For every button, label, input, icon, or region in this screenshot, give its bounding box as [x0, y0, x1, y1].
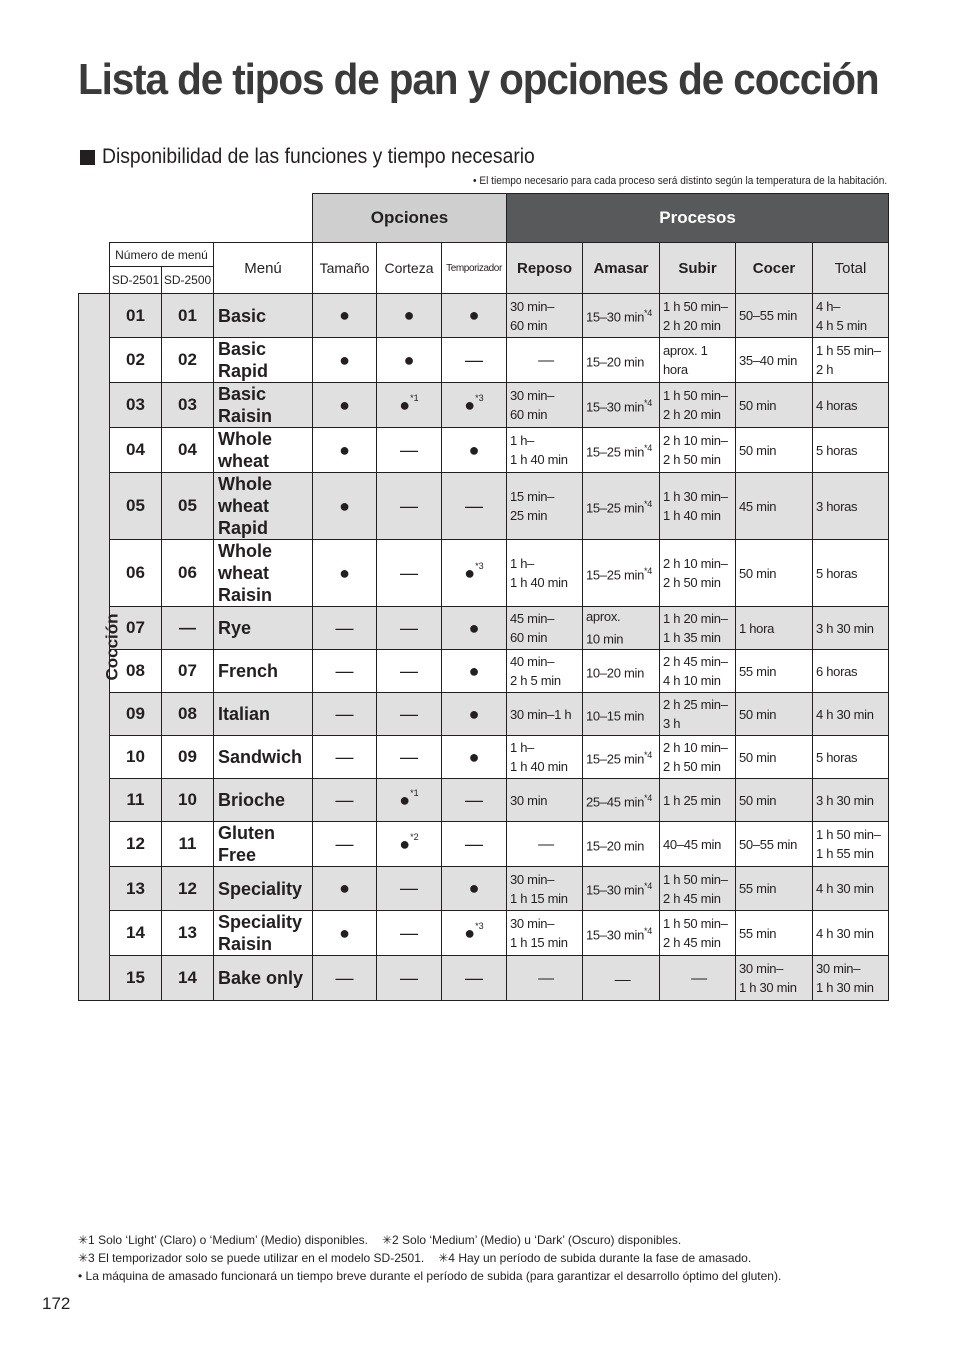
cell-subir: 2 h 10 min– 2 h 50 min: [660, 428, 736, 473]
cell-menu: Italian: [214, 693, 313, 736]
cell-amasar: [583, 650, 660, 693]
cell-subir: 1 h 50 min– 2 h 20 min: [660, 294, 736, 338]
cell-sd2500: —: [162, 607, 214, 650]
cell-tamano-mark: —: [335, 833, 354, 854]
temperature-note: • El tiempo necesario para cada proceso será distinto según la temperatura de la habitación.: [472, 175, 887, 187]
cell-temporizador-mark: ●: [468, 305, 480, 325]
cell-amasar: [583, 867, 660, 911]
cell-tamano-mark: ●: [339, 394, 350, 415]
cell-amasar-note: *4: [644, 308, 652, 319]
cell-corteza-note: *1: [410, 787, 419, 798]
cell-temporizador-mark: ●: [464, 922, 476, 943]
footnote-line: [78, 1231, 781, 1249]
cell-subir: 1 h 50 min– 2 h 45 min: [660, 867, 736, 911]
cell-corteza: [377, 650, 442, 693]
cell-amasar-value: 15–20 min: [586, 838, 645, 854]
cell-tamano: [313, 383, 377, 428]
cell-amasar-value: 15–25 min: [586, 500, 645, 516]
cell-subir: 2 h 25 min– 3 h: [660, 693, 736, 736]
table-row: [79, 383, 889, 428]
cell-menu: Basic Rapid: [214, 338, 313, 383]
cell-menu: French: [214, 650, 313, 693]
cell-sd2501: 10: [110, 736, 162, 779]
cell-temporizador: [442, 650, 507, 693]
table-row: [79, 607, 889, 650]
cell-amasar-value: —: [614, 971, 631, 989]
cell-subir: 1 h 50 min– 2 h 20 min: [660, 383, 736, 428]
cell-corteza-mark: —: [400, 878, 418, 898]
cell-sd2500: 06: [162, 540, 214, 607]
cell-sd2501: 12: [110, 822, 162, 867]
cell-subir: 2 h 10 min– 2 h 50 min: [660, 736, 736, 779]
cell-subir: 2 h 10 min– 2 h 50 min: [660, 540, 736, 607]
cell-temporizador: [442, 338, 507, 383]
cell-tamano: [313, 911, 377, 956]
side-label: Cocción: [102, 613, 122, 681]
cell-corteza-mark: ●: [403, 349, 415, 370]
cell-amasar: [583, 473, 660, 540]
cell-temporizador-mark: —: [465, 349, 483, 370]
cell-cocer: 50–55 min: [736, 294, 813, 338]
header-numero-menu: Número de menú: [110, 243, 214, 267]
cell-corteza-mark: —: [400, 617, 418, 638]
cell-total: 3 h 30 min: [813, 607, 889, 650]
cell-menu: Speciality: [214, 867, 313, 911]
cell-tamano: [313, 736, 377, 779]
cell-tamano-mark: —: [335, 617, 354, 638]
cell-amasar-value: 10–15 min: [586, 708, 645, 724]
cell-temporizador: [442, 473, 507, 540]
cell-reposo: 30 min: [507, 779, 583, 822]
cell-temporizador: [442, 428, 507, 473]
cell-tamano-mark: ●: [339, 878, 350, 898]
header-opciones: Opciones: [313, 194, 507, 243]
cell-sd2500: 13: [162, 911, 214, 956]
cell-sd2500: 08: [162, 693, 214, 736]
cell-temporizador: [442, 540, 507, 607]
cell-corteza-mark: ●: [399, 789, 411, 810]
cell-sd2500: 01: [162, 294, 214, 338]
cell-subir: 1 h 30 min– 1 h 40 min: [660, 473, 736, 540]
cell-temporizador-note: *3: [475, 392, 484, 403]
cell-temporizador: [442, 911, 507, 956]
cell-tamano-mark: —: [335, 789, 354, 810]
cell-menu: Rye: [214, 607, 313, 650]
bread-options-table: [78, 193, 889, 1001]
cell-subir: 1 h 20 min– 1 h 35 min: [660, 607, 736, 650]
cell-amasar: [583, 779, 660, 822]
cell-tamano-mark: ●: [339, 305, 350, 325]
cell-menu: Bake only: [214, 956, 313, 1001]
cell-tamano: [313, 650, 377, 693]
cell-amasar-value: 15–20 min: [586, 354, 645, 370]
cell-temporizador-note: *3: [475, 560, 484, 571]
cell-corteza-mark: —: [400, 922, 418, 943]
cell-total: 4 h 30 min: [813, 693, 889, 736]
cell-corteza: [377, 338, 442, 383]
cell-tamano-mark: ●: [339, 439, 350, 460]
cell-corteza-mark: —: [400, 660, 418, 681]
cell-cocer: 30 min– 1 h 30 min: [736, 956, 813, 1001]
cell-reposo: 15 min– 25 min: [507, 473, 583, 540]
cell-temporizador-mark: —: [465, 789, 483, 810]
cell-sd2501: 15: [110, 956, 162, 1001]
table-row: [79, 428, 889, 473]
cell-cocer: 50 min: [736, 540, 813, 607]
cell-cocer: 50 min: [736, 779, 813, 822]
cell-amasar-value: 25–45 min: [586, 794, 645, 810]
header-sd2501: SD-2501: [110, 267, 162, 294]
cell-temporizador-mark: ●: [464, 394, 476, 415]
cell-amasar: [583, 956, 660, 1001]
cell-tamano-mark: ●: [339, 562, 350, 583]
table-row: [79, 911, 889, 956]
table-row: [79, 822, 889, 867]
cell-amasar: [583, 294, 660, 338]
cell-sd2501: 01: [110, 294, 162, 338]
cell-total: 3 h 30 min: [813, 779, 889, 822]
cell-corteza-mark: —: [400, 495, 418, 516]
cell-tamano-mark: ●: [339, 349, 350, 370]
cell-temporizador: [442, 779, 507, 822]
cell-menu: Whole wheat Raisin: [214, 540, 313, 607]
cell-corteza: [377, 540, 442, 607]
cell-reposo: —: [507, 956, 583, 1001]
cell-corteza: [377, 383, 442, 428]
header-total: Total: [813, 243, 889, 294]
cell-corteza: [377, 473, 442, 540]
cell-total: 6 horas: [813, 650, 889, 693]
cell-temporizador: [442, 956, 507, 1001]
footnotes: [78, 1231, 781, 1285]
header-amasar: Amasar: [583, 243, 660, 294]
table-row: [79, 736, 889, 779]
cell-subir: 40–45 min: [660, 822, 736, 867]
cell-sd2500: 04: [162, 428, 214, 473]
cell-corteza-mark: —: [400, 439, 418, 460]
cell-menu: Basic: [214, 294, 313, 338]
cell-reposo: 30 min– 1 h 15 min: [507, 867, 583, 911]
cell-corteza: [377, 779, 442, 822]
cell-sd2500: 03: [162, 383, 214, 428]
cell-sd2501: 14: [110, 911, 162, 956]
cell-cocer: 50–55 min: [736, 822, 813, 867]
cell-sd2500: 12: [162, 867, 214, 911]
table-row: [79, 956, 889, 1001]
cell-cocer: 55 min: [736, 650, 813, 693]
cell-sd2500: 02: [162, 338, 214, 383]
cell-temporizador-mark: ●: [468, 617, 480, 638]
cell-total: 5 horas: [813, 428, 889, 473]
cell-total: 4 h– 4 h 5 min: [813, 294, 889, 338]
cell-corteza-mark: —: [400, 967, 418, 988]
cell-amasar: [583, 693, 660, 736]
cell-sd2501: 13: [110, 867, 162, 911]
side-label-cell: [79, 294, 122, 1001]
cell-subir: —: [660, 956, 736, 1001]
cell-corteza: [377, 607, 442, 650]
cell-amasar: [583, 911, 660, 956]
header-reposo: Reposo: [507, 243, 583, 294]
cell-reposo: 30 min– 1 h 15 min: [507, 911, 583, 956]
page-title: Lista de tipos de pan y opciones de cocción: [78, 55, 879, 104]
cell-tamano: [313, 540, 377, 607]
cell-temporizador-mark: ●: [464, 562, 476, 583]
cell-temporizador: [442, 867, 507, 911]
cell-amasar: [583, 428, 660, 473]
cell-corteza: [377, 956, 442, 1001]
cell-cocer: 35–40 min: [736, 338, 813, 383]
cell-cocer: 55 min: [736, 911, 813, 956]
footnote-4: ✳4 Hay un período de subida durante la fase de amasado.: [438, 1251, 752, 1265]
cell-total: 5 horas: [813, 736, 889, 779]
cell-reposo: —: [507, 822, 583, 867]
cell-temporizador: [442, 607, 507, 650]
section-heading: [80, 145, 572, 169]
cell-tamano-mark: ●: [339, 922, 350, 943]
cell-corteza-mark: —: [400, 746, 418, 767]
cell-tamano: [313, 693, 377, 736]
cell-amasar: [583, 540, 660, 607]
cell-menu: Sandwich: [214, 736, 313, 779]
cell-reposo: 40 min– 2 h 5 min: [507, 650, 583, 693]
cell-cocer: 50 min: [736, 693, 813, 736]
table-row: [79, 338, 889, 383]
header-cocer: Cocer: [736, 243, 813, 294]
footnote-3: ✳3 El temporizador solo se puede utilizar en el modelo SD-2501.: [78, 1251, 425, 1265]
cell-tamano: [313, 956, 377, 1001]
cell-tamano: [313, 473, 377, 540]
cell-menu: Gluten Free: [214, 822, 313, 867]
cell-tamano: [313, 779, 377, 822]
cell-reposo: 30 min–1 h: [507, 693, 583, 736]
cell-corteza-note: *2: [410, 831, 419, 842]
cell-amasar: [583, 338, 660, 383]
cell-temporizador-mark: —: [465, 833, 483, 854]
header-subir: Subir: [660, 243, 736, 294]
cell-subir: aprox. 1 hora: [660, 338, 736, 383]
header-temporizador: Temporizador: [442, 243, 507, 294]
cell-amasar-value: aprox. 10 min: [586, 609, 624, 647]
cell-temporizador: [442, 294, 507, 338]
cell-temporizador-note: *3: [475, 920, 484, 931]
footnote-line: [78, 1249, 781, 1267]
cell-amasar-note: *4: [644, 925, 652, 936]
cell-menu: Speciality Raisin: [214, 911, 313, 956]
cell-reposo: 1 h– 1 h 40 min: [507, 540, 583, 607]
table-row: [79, 693, 889, 736]
cell-amasar-value: 15–25 min: [586, 567, 645, 583]
table-row: [79, 540, 889, 607]
cell-amasar-note: *4: [644, 881, 652, 892]
page-number: 172: [42, 1294, 71, 1313]
cell-cocer: 1 hora: [736, 607, 813, 650]
cell-temporizador-mark: ●: [468, 878, 480, 898]
cell-total: 4 horas: [813, 383, 889, 428]
cell-total: 30 min– 1 h 30 min: [813, 956, 889, 1001]
cell-corteza: [377, 294, 442, 338]
cell-tamano-mark: —: [335, 703, 354, 724]
cell-total: 5 horas: [813, 540, 889, 607]
cell-sd2501: 08: [110, 650, 162, 693]
cell-amasar-value: 15–25 min: [586, 751, 645, 767]
cell-amasar: [583, 607, 660, 650]
cell-temporizador-mark: ●: [468, 746, 480, 767]
cell-amasar-value: 15–25 min: [586, 444, 645, 460]
cell-corteza-mark: ●: [403, 305, 415, 325]
cell-temporizador-mark: —: [465, 495, 483, 516]
table-row: [79, 650, 889, 693]
cell-menu: Whole wheat Rapid: [214, 473, 313, 540]
section-label: Disponibilidad de las funciones y tiempo necesario: [102, 145, 535, 168]
cell-amasar-note: *4: [644, 565, 652, 576]
cell-total: 4 h 30 min: [813, 911, 889, 956]
header-corteza: Corteza: [377, 243, 442, 294]
cell-corteza-mark: ●: [399, 833, 411, 854]
cell-total: 1 h 50 min– 1 h 55 min: [813, 822, 889, 867]
cell-sd2501: 09: [110, 693, 162, 736]
cell-total: 4 h 30 min: [813, 867, 889, 911]
cell-tamano: [313, 607, 377, 650]
cell-temporizador: [442, 693, 507, 736]
cell-reposo: 1 h– 1 h 40 min: [507, 736, 583, 779]
cell-sd2500: 07: [162, 650, 214, 693]
cell-reposo: 1 h– 1 h 40 min: [507, 428, 583, 473]
header-menu: Menú: [214, 243, 313, 294]
cell-reposo: 45 min– 60 min: [507, 607, 583, 650]
cell-tamano: [313, 428, 377, 473]
cell-reposo: —: [507, 338, 583, 383]
cell-sd2501: 02: [110, 338, 162, 383]
cell-corteza: [377, 693, 442, 736]
cell-tamano-mark: —: [335, 660, 354, 681]
cell-amasar-value: 15–30 min: [586, 399, 645, 415]
cell-corteza-mark: —: [400, 562, 418, 583]
cell-amasar-note: *4: [644, 498, 652, 509]
cell-corteza: [377, 911, 442, 956]
cell-corteza: [377, 736, 442, 779]
cell-sd2500: 11: [162, 822, 214, 867]
cell-total: 1 h 55 min– 2 h: [813, 338, 889, 383]
header-blank-left: [79, 243, 110, 294]
cell-menu: Whole wheat: [214, 428, 313, 473]
table-row: [79, 779, 889, 822]
cell-reposo: 30 min– 60 min: [507, 383, 583, 428]
cell-sd2501: 11: [110, 779, 162, 822]
header-blank: [79, 194, 313, 243]
cell-sd2501: 05: [110, 473, 162, 540]
cell-tamano-mark: ●: [339, 495, 350, 516]
cell-sd2501: 04: [110, 428, 162, 473]
cell-temporizador: [442, 736, 507, 779]
footnote-2: ✳2 Solo ‘Medium’ (Medio) u ‘Dark’ (Oscuro) disponibles.: [381, 1233, 682, 1247]
header-sd2500: SD-2500: [162, 267, 214, 294]
cell-cocer: 50 min: [736, 736, 813, 779]
table-row: [79, 867, 889, 911]
cell-sd2500: 14: [162, 956, 214, 1001]
cell-sd2500: 10: [162, 779, 214, 822]
cell-sd2501: 03: [110, 383, 162, 428]
table-row: [79, 294, 889, 338]
cell-amasar-value: 15–30 min: [586, 882, 645, 898]
cell-sd2501: 07: [110, 607, 162, 650]
cell-amasar-value: 10–20 min: [586, 665, 645, 681]
cell-menu: Basic Raisin: [214, 383, 313, 428]
cell-amasar-note: *4: [644, 397, 652, 408]
header-procesos: Procesos: [507, 194, 889, 243]
cell-subir: 2 h 45 min– 4 h 10 min: [660, 650, 736, 693]
cell-amasar: [583, 736, 660, 779]
cell-subir: 1 h 50 min– 2 h 45 min: [660, 911, 736, 956]
cell-corteza-mark: —: [400, 703, 418, 724]
cell-corteza-note: *1: [410, 392, 419, 403]
cell-amasar-note: *4: [644, 792, 652, 803]
cell-amasar-value: 15–30 min: [586, 927, 645, 943]
cell-tamano: [313, 867, 377, 911]
cell-tamano: [313, 822, 377, 867]
cell-corteza: [377, 428, 442, 473]
cell-cocer: 50 min: [736, 428, 813, 473]
cell-tamano-mark: —: [335, 967, 354, 988]
cell-temporizador: [442, 383, 507, 428]
square-bullet-icon: [80, 150, 95, 165]
cell-tamano: [313, 338, 377, 383]
cell-cocer: 45 min: [736, 473, 813, 540]
cell-temporizador-mark: ●: [468, 660, 480, 681]
cell-amasar-note: *4: [644, 749, 652, 760]
cell-tamano-mark: —: [335, 746, 354, 767]
cell-amasar-note: *4: [644, 442, 652, 453]
cell-tamano: [313, 294, 377, 338]
cell-amasar-value: 15–30 min: [586, 309, 645, 325]
footnote-bullet: • La máquina de amasado funcionará un tiempo breve durante el período de subida (para garantizar el desarrollo óptimo del gluten).: [78, 1269, 782, 1283]
cell-corteza-mark: ●: [399, 394, 411, 415]
cell-corteza: [377, 822, 442, 867]
cell-sd2500: 05: [162, 473, 214, 540]
cell-temporizador-mark: ●: [468, 703, 480, 724]
cell-amasar: [583, 383, 660, 428]
cell-temporizador: [442, 822, 507, 867]
cell-cocer: 55 min: [736, 867, 813, 911]
cell-cocer: 50 min: [736, 383, 813, 428]
cell-corteza: [377, 867, 442, 911]
cell-amasar: [583, 822, 660, 867]
cell-temporizador-mark: —: [465, 967, 483, 988]
cell-menu: Brioche: [214, 779, 313, 822]
table-row: [79, 473, 889, 540]
cell-sd2501: 06: [110, 540, 162, 607]
footnote-1: ✳1 Solo ‘Light’ (Claro) o ‘Medium’ (Medio) disponibles.: [78, 1233, 368, 1247]
cell-total: 3 horas: [813, 473, 889, 540]
cell-temporizador-mark: ●: [468, 439, 480, 460]
cell-reposo: 30 min– 60 min: [507, 294, 583, 338]
header-tamano: Tamaño: [313, 243, 377, 294]
cell-subir: 1 h 25 min: [660, 779, 736, 822]
cell-sd2500: 09: [162, 736, 214, 779]
